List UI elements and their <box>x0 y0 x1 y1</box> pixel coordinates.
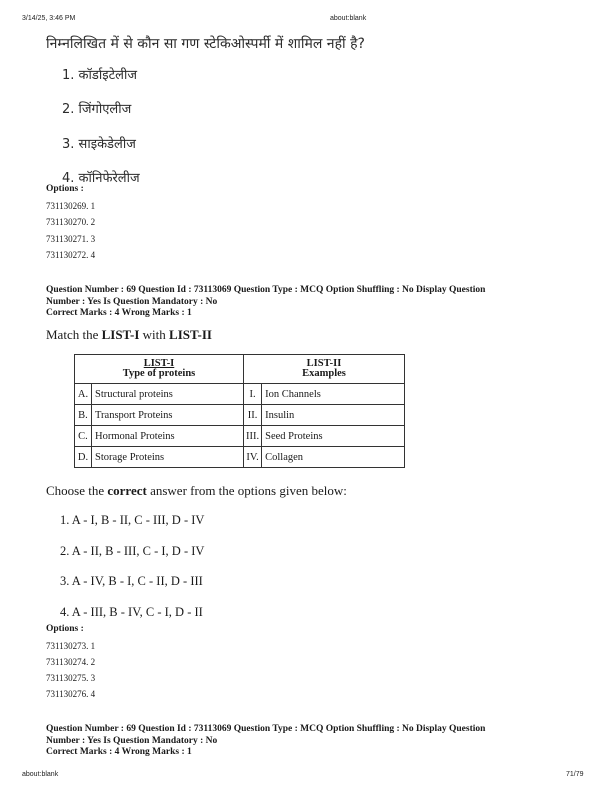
prev-question-text: निम्नलिखित में से कौन सा गण स्टेकिओस्पर्मी में शामिल नहीं है? <box>46 36 365 52</box>
prev-option-3: 3. साइकेडेलीज <box>62 137 136 152</box>
table-row <box>75 426 405 447</box>
question-stem <box>46 327 212 343</box>
print-url-footer: about:blank <box>22 771 59 778</box>
list1-key: D. <box>75 447 92 468</box>
next-meta-line2: Number : Yes Is Question Mandatory : No <box>46 735 218 746</box>
prev-option-id-3: 731130271. 3 <box>46 234 96 244</box>
list2-key: IV. <box>244 447 262 468</box>
prev-options-heading: Options : <box>46 184 84 194</box>
list1-value: Structural proteins <box>92 384 244 405</box>
table-header-row <box>75 355 405 384</box>
list2-value: Seed Proteins <box>262 426 405 447</box>
print-timestamp: 3/14/25, 3:46 PM <box>22 15 76 22</box>
list2-key: III. <box>244 426 262 447</box>
prev-option-id-2: 731130270. 2 <box>46 217 96 227</box>
list2-value: Insulin <box>262 405 405 426</box>
list1-title: LIST-I <box>143 357 175 369</box>
option-1: 1. A - I, B - II, C - III, D - IV <box>60 513 205 527</box>
list1-key: A. <box>75 384 92 405</box>
list2-key: I. <box>244 384 262 405</box>
choose-suffix: answer from the options given below: <box>146 483 347 498</box>
stem-mid: with <box>139 327 170 342</box>
table-row <box>75 447 405 468</box>
options-heading: Options : <box>46 624 84 634</box>
list1-value: Transport Proteins <box>92 405 244 426</box>
list1-subtitle: Type of proteins <box>122 368 196 379</box>
question-meta <box>46 285 566 320</box>
stem-prefix: Match the <box>46 327 102 342</box>
question-meta-line1: Question Number : 69 Question Id : 73113069 Question Type : MCQ Option Shuffling : No Display Question <box>46 285 486 295</box>
list1-value: Hormonal Proteins <box>92 426 244 447</box>
list2-subtitle: Examples <box>302 368 346 379</box>
option-4: 4. A - III, B - IV, C - I, D - II <box>60 605 203 619</box>
list2-value: Ion Channels <box>262 384 405 405</box>
choose-bold: correct <box>107 483 147 498</box>
question-marks: Correct Marks : 4 Wrong Marks : 1 <box>46 308 192 318</box>
option-id-2: 731130274. 2 <box>46 657 96 667</box>
next-meta-line1: Question Number : 69 Question Id : 73113069 Question Type : MCQ Option Shuffling : No Display Question <box>46 724 486 734</box>
stem-list1: LIST-I <box>101 327 140 342</box>
option-2: 2. A - II, B - III, C - I, D - IV <box>60 544 205 558</box>
page-indicator: 71/79 <box>566 771 584 778</box>
prev-option-id-4: 731130272. 4 <box>46 250 96 260</box>
list2-value: Collagen <box>262 447 405 468</box>
stem-list2: LIST-II <box>169 327 212 342</box>
list1-key: B. <box>75 405 92 426</box>
question-meta-line2: Number : Yes Is Question Mandatory : No <box>46 296 218 307</box>
option-id-1: 731130273. 1 <box>46 641 96 651</box>
list1-value: Storage Proteins <box>92 447 244 468</box>
list2-key: II. <box>244 405 262 426</box>
prev-option-4: 4. कॉनिफेरेलीज <box>62 171 140 186</box>
option-3: 3. A - IV, B - I, C - II, D - III <box>60 574 203 588</box>
table-row <box>75 384 405 405</box>
match-table <box>74 354 405 468</box>
prev-option-id-1: 731130269. 1 <box>46 201 96 211</box>
list1-header <box>75 355 244 384</box>
table-row <box>75 405 405 426</box>
prev-option-1: 1. कॉर्डाइटेलीज <box>62 68 137 83</box>
choose-instruction <box>46 483 347 499</box>
next-question-meta <box>46 724 566 759</box>
list2-title: LIST-II <box>306 357 342 369</box>
list1-key: C. <box>75 426 92 447</box>
print-url-header: about:blank <box>330 15 367 22</box>
option-id-4: 731130276. 4 <box>46 689 96 699</box>
next-question-marks: Correct Marks : 4 Wrong Marks : 1 <box>46 747 192 757</box>
option-id-3: 731130275. 3 <box>46 673 96 683</box>
list2-header <box>244 355 405 384</box>
choose-prefix: Choose the <box>46 483 108 498</box>
prev-option-2: 2. जिंगोएलीज <box>62 102 132 117</box>
